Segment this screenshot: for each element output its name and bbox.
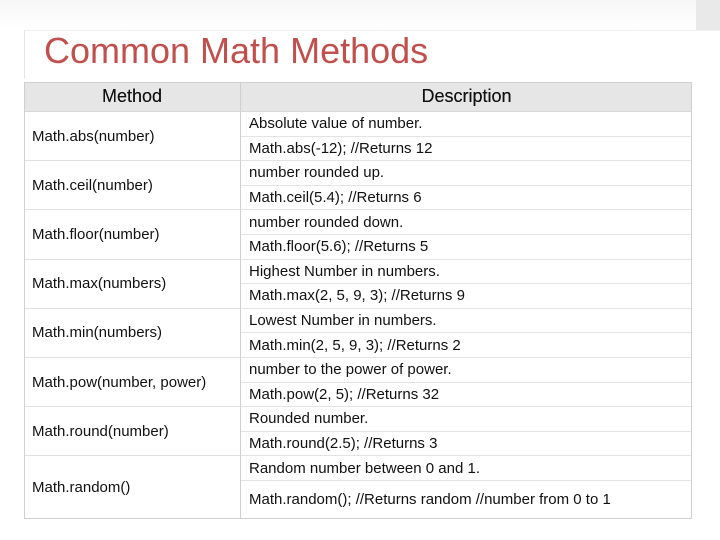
slide-title: Common Math Methods bbox=[44, 30, 429, 71]
method-cell: Math.abs(number) bbox=[24, 112, 241, 161]
method-cell: Math.min(numbers) bbox=[24, 309, 241, 358]
description-cell bbox=[241, 456, 692, 519]
method-cell: Math.max(numbers) bbox=[24, 260, 241, 309]
description-line: number rounded down. bbox=[241, 210, 692, 235]
math-methods-table bbox=[24, 82, 692, 519]
description-line: Absolute value of number. bbox=[241, 112, 692, 137]
header-method: Method bbox=[24, 82, 241, 111]
example-line: Math.max(2, 5, 9, 3); //Returns 9 bbox=[241, 284, 692, 309]
example-line: Math.min(2, 5, 9, 3); //Returns 2 bbox=[241, 333, 692, 358]
description-cell bbox=[241, 358, 692, 407]
top-band bbox=[0, 0, 720, 30]
example-line: Math.ceil(5.4); //Returns 6 bbox=[241, 186, 692, 211]
description-cell bbox=[241, 161, 692, 210]
description-cell bbox=[241, 407, 692, 456]
example-line: Math.floor(5.6); //Returns 5 bbox=[241, 235, 692, 260]
corner-tab bbox=[696, 0, 720, 30]
example-line: Math.round(2.5); //Returns 3 bbox=[241, 432, 692, 457]
table-row bbox=[24, 210, 692, 259]
table-row bbox=[24, 309, 692, 358]
description-line: number rounded up. bbox=[241, 161, 692, 186]
method-cell: Math.round(number) bbox=[24, 407, 241, 456]
table-row bbox=[24, 112, 692, 161]
description-cell bbox=[241, 210, 692, 259]
description-line: Random number between 0 and 1. bbox=[241, 456, 692, 481]
description-cell bbox=[241, 260, 692, 309]
table-row bbox=[24, 456, 692, 519]
example-line: Math.pow(2, 5); //Returns 32 bbox=[241, 383, 692, 408]
description-line: number to the power of power. bbox=[241, 358, 692, 383]
table-row bbox=[24, 358, 692, 407]
header-description: Description bbox=[421, 86, 512, 106]
description-line: Rounded number. bbox=[241, 407, 692, 432]
method-cell: Math.random() bbox=[24, 456, 241, 519]
method-cell: Math.pow(number, power) bbox=[24, 358, 241, 407]
table-row bbox=[24, 260, 692, 309]
method-cell: Math.ceil(number) bbox=[24, 161, 241, 210]
description-line: Highest Number in numbers. bbox=[241, 260, 692, 285]
table-row bbox=[24, 407, 692, 456]
table-row bbox=[24, 161, 692, 210]
table-header-row bbox=[24, 82, 692, 112]
description-cell bbox=[241, 112, 692, 161]
description-line: Lowest Number in numbers. bbox=[241, 309, 692, 334]
method-cell: Math.floor(number) bbox=[24, 210, 241, 259]
example-line: Math.abs(-12); //Returns 12 bbox=[241, 137, 692, 162]
description-cell bbox=[241, 309, 692, 358]
example-line: Math.random(); //Returns random //number from 0 to 1 bbox=[249, 491, 611, 509]
